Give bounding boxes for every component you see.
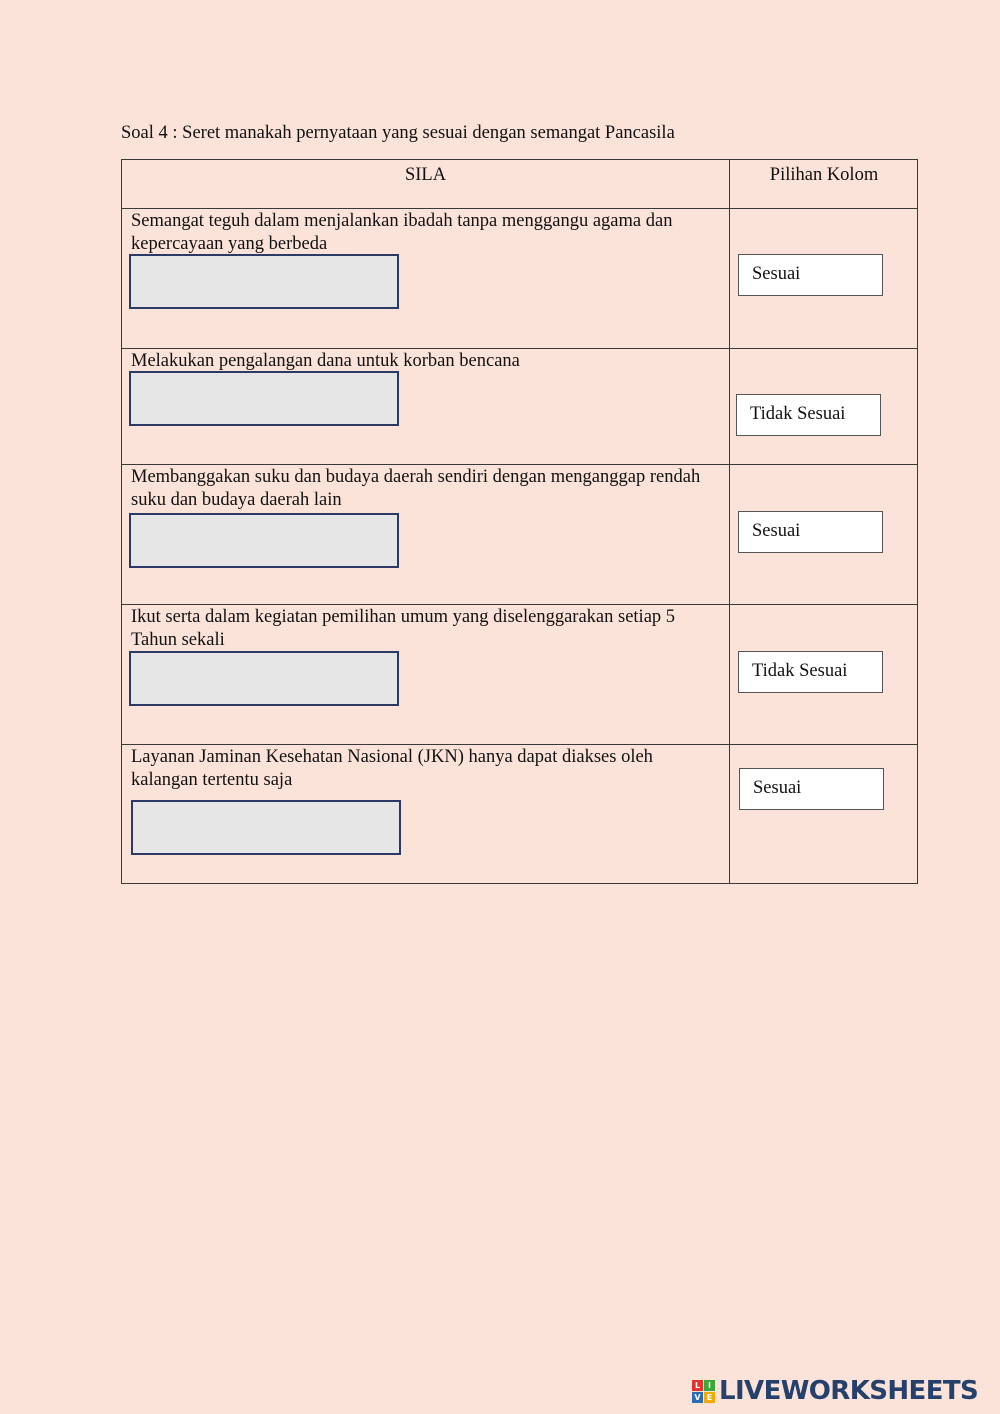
liveworksheets-wordmark: LIVEWORKSHEETS xyxy=(719,1376,979,1406)
choice-chip-5[interactable]: Sesuai xyxy=(739,768,884,810)
row-divider xyxy=(122,208,917,209)
header-pilihan-kolom: Pilihan Kolom xyxy=(769,165,879,185)
choice-chip-2[interactable]: Tidak Sesuai xyxy=(736,394,881,436)
row-divider xyxy=(122,348,917,349)
liveworksheets-logo-icon xyxy=(692,1380,715,1403)
row-divider xyxy=(122,604,917,605)
choice-chip-3[interactable]: Sesuai xyxy=(738,511,883,553)
statement-5: Layanan Jaminan Kesehatan Nasional (JKN) hanya dapat diakses oleh kalangan tertentu saja xyxy=(131,747,653,790)
drop-zone-1[interactable] xyxy=(129,254,399,309)
drop-zone-4[interactable] xyxy=(129,651,399,706)
question-title: Soal 4 : Seret manakah pernyataan yang sesuai dengan semangat Pancasila xyxy=(121,123,675,143)
drop-zone-3[interactable] xyxy=(129,513,399,568)
row-divider xyxy=(122,744,917,745)
liveworksheets-brand xyxy=(692,1376,978,1406)
statement-4: Ikut serta dalam kegiatan pemilihan umum yang diselenggarakan setiap 5 Tahun sekali xyxy=(131,607,676,650)
statement-3: Membanggakan suku dan budaya daerah sendiri dengan menganggap rendah suku dan budaya daerah lain xyxy=(131,467,701,510)
drop-zone-2[interactable] xyxy=(129,371,399,426)
logo-tile-e: E xyxy=(704,1392,715,1403)
choice-chip-1[interactable]: Sesuai xyxy=(738,254,883,296)
choice-chip-4[interactable]: Tidak Sesuai xyxy=(738,651,883,693)
row-divider xyxy=(122,464,917,465)
header-sila: SILA xyxy=(404,165,447,185)
logo-tile-l: L xyxy=(692,1380,703,1391)
statement-table xyxy=(121,159,918,884)
drop-zone-5[interactable] xyxy=(131,800,401,855)
statement-1: Semangat teguh dalam menjalankan ibadah tanpa menggangu agama dan kepercayaan yang berbeda xyxy=(131,211,673,254)
statement-2: Melakukan pengalangan dana untuk korban bencana xyxy=(131,351,520,371)
logo-tile-i: I xyxy=(704,1380,715,1391)
logo-tile-v: V xyxy=(692,1392,703,1403)
column-divider xyxy=(729,160,730,883)
